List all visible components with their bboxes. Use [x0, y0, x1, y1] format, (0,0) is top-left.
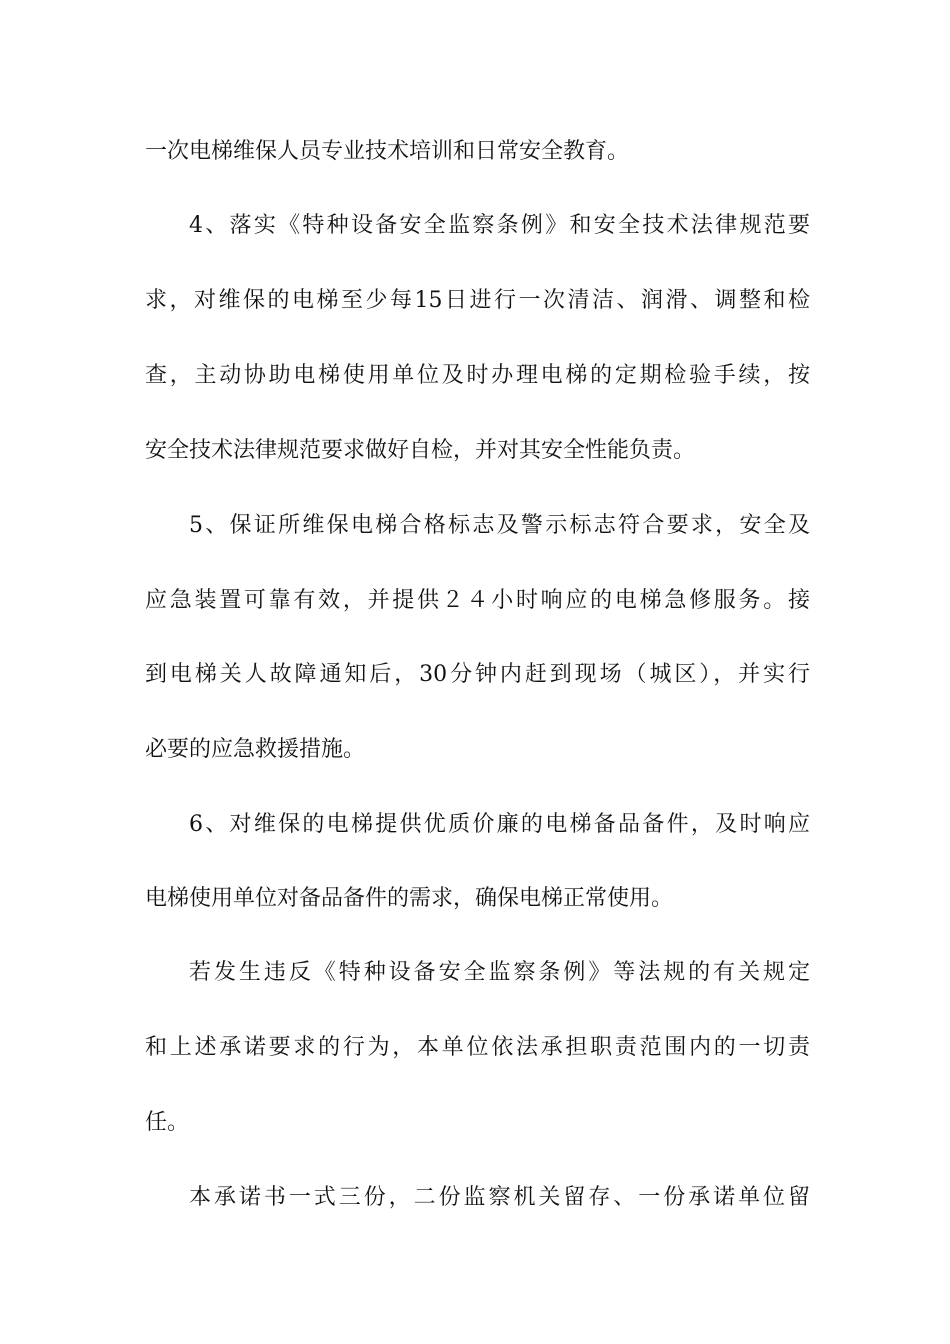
text-line: 和上述承诺要求的行为，本单位依法承担职责范围内的一切责: [145, 1035, 810, 1060]
text-line: 一次电梯维保人员专业技术培训和日常安全教育。: [145, 139, 630, 164]
text-line: 安全技术法律规范要求做好自检，并对其安全性能负责。: [145, 438, 696, 463]
text-line: 查，主动协助电梯使用单位及时办理电梯的定期检验手续，按: [145, 363, 810, 388]
text-line: 本承诺书一式三份，二份监察机关留存、一份承诺单位留: [189, 1185, 810, 1210]
text-line: 必要的应急救援措施。: [145, 737, 366, 762]
text-line: 应急装置可靠有效，并提供２４小时响应的电梯急修服务。接: [145, 588, 810, 613]
text-line: 求，对维保的电梯至少每15日进行一次清洁、润滑、调整和检: [145, 288, 810, 313]
text-line: 4、落实《特种设备安全监察条例》和安全技术法律规范要: [189, 213, 810, 238]
text-line: 5、保证所维保电梯合格标志及警示标志符合要求，安全及: [189, 513, 810, 538]
text-line: 到电梯关人故障通知后，30分钟内赶到现场（城区），并实行: [145, 662, 810, 687]
text-line: 任。: [145, 1110, 190, 1135]
text-line: 电梯使用单位对备品备件的需求，确保电梯正常使用。: [145, 886, 674, 911]
text-line: 若发生违反《特种设备安全监察条例》等法规的有关规定: [189, 960, 810, 985]
text-line: 6、对维保的电梯提供优质价廉的电梯备品备件，及时响应: [189, 812, 810, 837]
